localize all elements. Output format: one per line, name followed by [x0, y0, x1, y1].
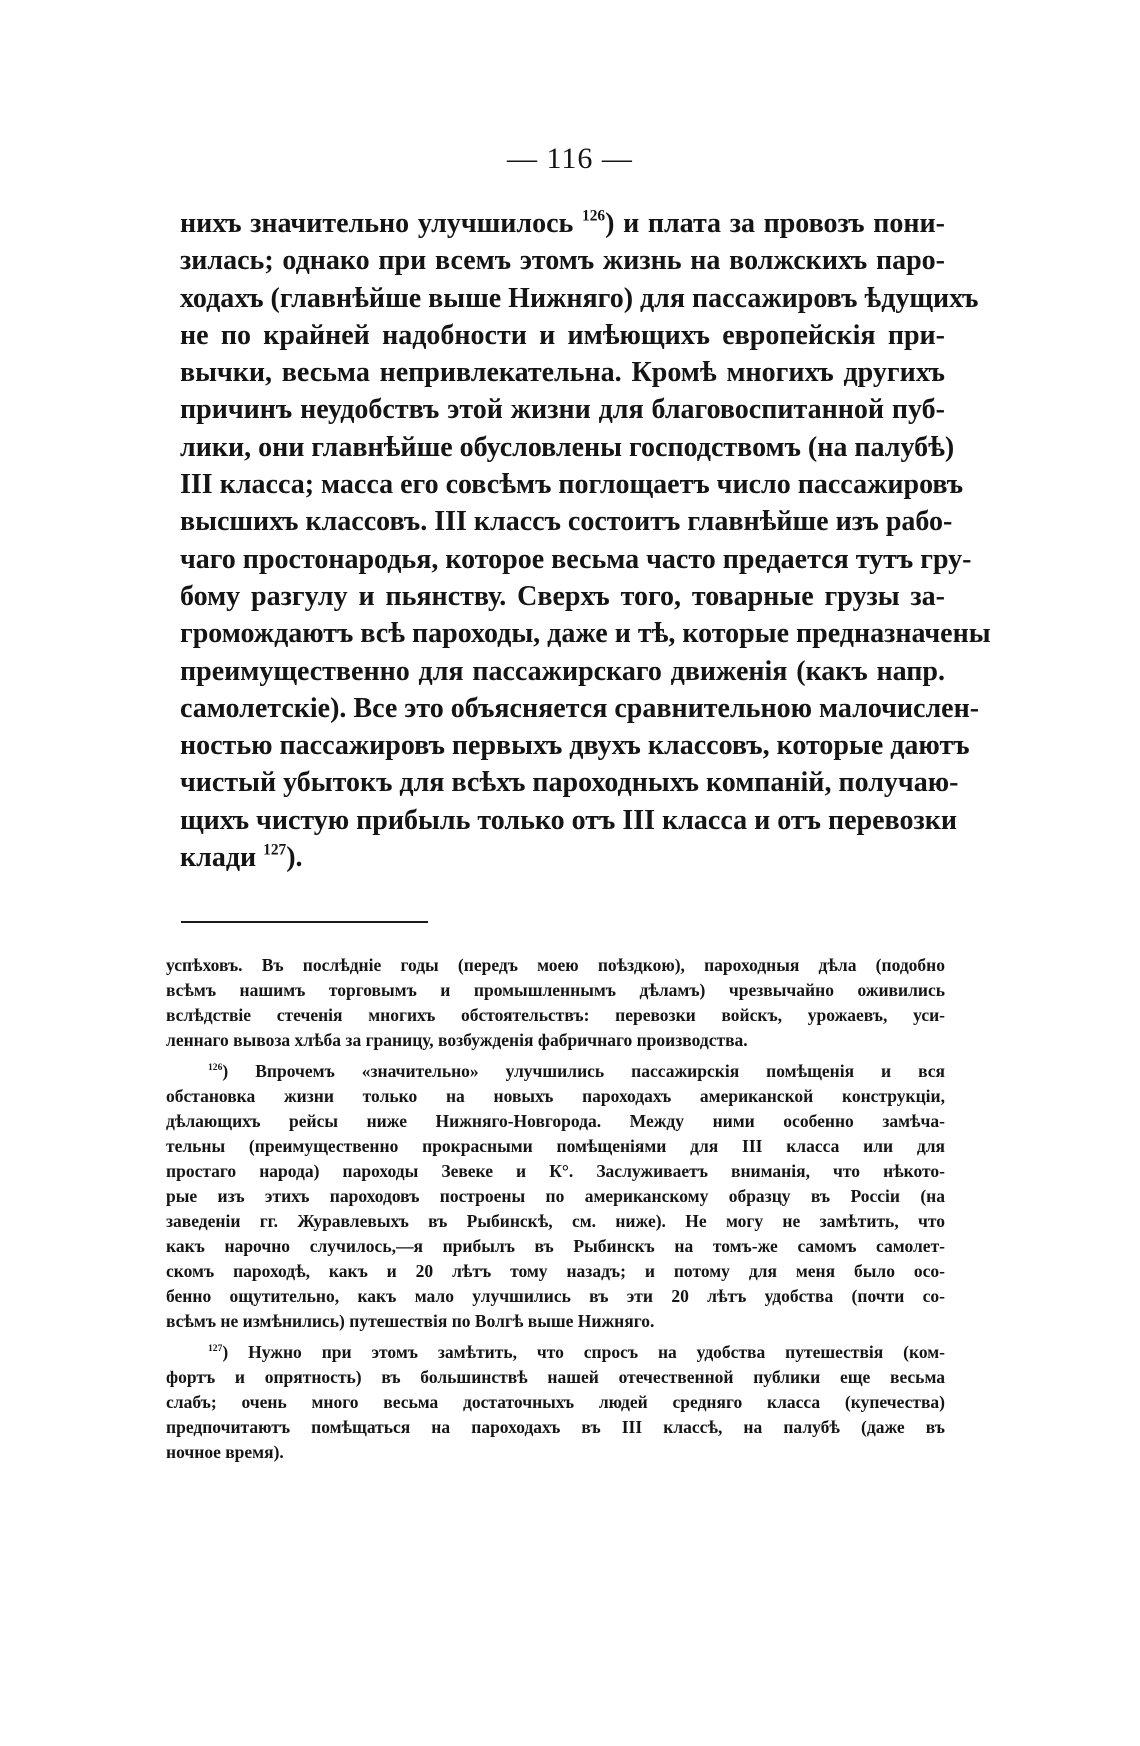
- main-text-line: преимущественно для пассажирскаго движенія (какъ напр.: [180, 655, 945, 687]
- page-number: — 116 —: [507, 142, 633, 175]
- main-text-line: причинъ неудобствъ этой жизни для благовоспитанной пуб-: [180, 394, 945, 426]
- main-text-line: клади $^{127}$).: [180, 841, 303, 874]
- footnote-ref-126[interactable]: 126: [582, 207, 606, 225]
- main-text-line: громождаютъ всѣ пароходы, даже и тѣ, которые предназначены: [180, 618, 991, 650]
- footnote-line: обстановка жизни только на новыхъ пароходахъ американской конструкціи,: [166, 1086, 945, 1106]
- main-text-line: ходахъ (главнѣйше выше Нижняго) для пассажировъ ѣдущихъ: [180, 282, 979, 314]
- main-text-line: самолетскіе). Все это объясняется сравнительною малочислен-: [180, 692, 980, 724]
- footnote-line: успѣховъ. Въ послѣдніе годы (передъ моею поѣздкою), пароходныя дѣла (подобно: [166, 955, 945, 975]
- main-text-line: бому разгулу и пьянству. Сверхъ того, товарные грузы за-: [180, 580, 945, 612]
- footnote-divider: [181, 921, 428, 923]
- main-text-line: нихъ значительно улучшилось $^{126}$) и плата за провозъ пони-: [180, 207, 945, 239]
- footnote-line: какъ нарочно случилось,—я прибылъ въ Рыбинскъ на томъ-же самомъ самолет-: [166, 1236, 945, 1256]
- footnote-line: простаго народа) пароходы Зевеке и К°. Заслуживаетъ вниманія, что нѣкото-: [166, 1161, 945, 1181]
- footnote-marker-127: 127: [208, 1342, 223, 1354]
- footnote-line: вслѣдствіе стеченія многихъ обстоятельствъ: перевозки войскъ, урожаевъ, уси-: [166, 1005, 945, 1025]
- footnote-line: слабъ; очень много весьма достаточныхъ людей средняго класса (купечества): [166, 1392, 945, 1412]
- footnote-line: ночное время).: [166, 1442, 284, 1462]
- footnote-line: заведеніи гг. Журавлевыхъ въ Рыбинскѣ, см. ниже). Не могу не замѣтить, что: [166, 1211, 945, 1231]
- main-text-line: III класса; масса его совсѣмъ поглощаетъ число пассажировъ: [180, 469, 964, 501]
- main-text-line: вычки, весьма непривлекательна. Кромѣ многихъ другихъ: [180, 357, 945, 389]
- footnote-line: леннаго вывоза хлѣба за границу, возбужденія фабричнаго производства.: [166, 1030, 748, 1050]
- footnote-line: рые изъ этихъ пароходовъ построены по американскому образцу въ Россіи (на: [166, 1186, 945, 1206]
- main-text-line: высшихъ классовъ. III классъ состоитъ главнѣйше изъ рабо-: [180, 506, 953, 538]
- main-text-line: чаго простонародья, которое весьма часто предается тутъ гру-: [180, 543, 972, 575]
- footnote-line: фортъ и опрятность) въ большинствѣ нашей отечественной публики еще весьма: [166, 1367, 945, 1387]
- footnote-line: всѣмъ не измѣнились) путешествія по Волгѣ выше Нижняго.: [166, 1311, 655, 1331]
- footnote-126: $^{126}$) Впрочемъ «значительно» улучшились пассажирскія помѣщенія и вся: [208, 1061, 945, 1081]
- main-text-line: не по крайней надобности и имѣющихъ европейскія при-: [180, 319, 945, 351]
- footnote-ref-127[interactable]: 127: [263, 841, 287, 859]
- footnote-line: тельны (преимущественно прокрасными помѣщеніями для III класса или для: [166, 1136, 945, 1156]
- footnote-127: $^{127}$) Нужно при этомъ замѣтить, что спросъ на удобства путешествія (ком-: [208, 1342, 945, 1362]
- main-text-line: лики, они главнѣйше обусловлены господствомъ (на палубѣ): [180, 431, 955, 463]
- main-text: [180, 205, 991, 876]
- footnotes: [166, 953, 945, 1465]
- footnote-line: предпочитаютъ помѣщаться на пароходахъ въ III классѣ, на палубѣ (даже въ: [166, 1417, 945, 1437]
- footnote-line: бенно ощутительно, какъ мало улучшились въ эти 20 лѣтъ удобства (почти со-: [166, 1286, 945, 1306]
- footnote-line: скомъ пароходѣ, какъ и 20 лѣтъ тому назадъ; и потому для меня было осо-: [166, 1261, 945, 1281]
- main-text-line: ностью пассажировъ первыхъ двухъ классовъ, которые даютъ: [180, 730, 970, 762]
- footnote-line: всѣмъ нашимъ торговымъ и промышленнымъ дѣламъ) чрезвычайно оживились: [166, 980, 945, 1000]
- main-text-line: зилась; однако при всемъ этомъ жизнь на волжскихъ паро-: [180, 245, 945, 277]
- main-text-line: чистый убытокъ для всѣхъ пароходныхъ компаній, получаю-: [180, 767, 959, 799]
- footnote-marker-126: 126: [208, 1061, 223, 1073]
- footnote-line: дѣлающихъ рейсы ниже Нижняго-Новгорода. Между ними особенно замѣча-: [166, 1111, 945, 1131]
- main-text-line: щихъ чистую прибыль только отъ III класса и отъ перевозки: [180, 804, 957, 836]
